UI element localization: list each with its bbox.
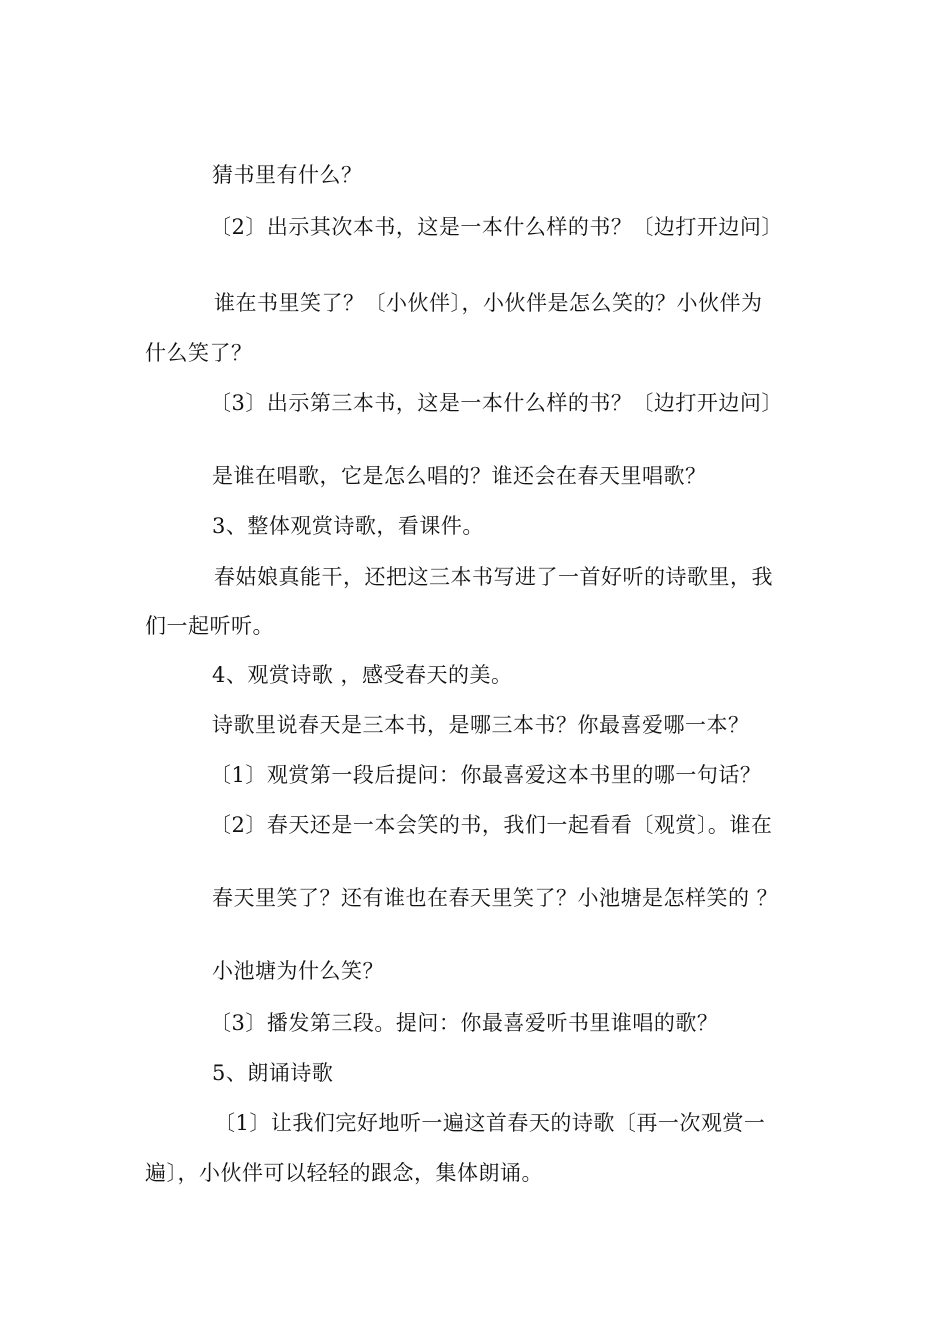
text-line: 5、朗诵诗歌 [212, 1061, 334, 1085]
text-line: 是谁在唱歌，它是怎么唱的？谁还会在春天里唱歌？ [212, 464, 707, 488]
text-line: 4、观赏诗歌 ，感受春天的美。 [212, 663, 513, 687]
text-line: 〔2〕春天还是一本会笑的书，我们一起看看〔观赏〕。谁在 [210, 813, 773, 837]
text-line: 春姑娘真能干，还把这三本书写进了一首好听的诗歌里，我 [214, 565, 773, 589]
text-line: 们一起听听。 [145, 614, 274, 638]
text-line: 〔1〕让我们完好地听一遍这首春天的诗歌〔再一次观赏一 [214, 1111, 766, 1135]
text-line: 3、整体观赏诗歌，看课件。 [212, 514, 484, 538]
text-line: 春天里笑了？还有谁也在春天里笑了？小池塘是怎样笑的 ？ [212, 886, 779, 910]
text-line: 猜书里有什么？ [212, 163, 363, 187]
text-line: 〔2〕出示其次本书，这是一本什么样的书？〔边打开边问〕 [210, 215, 783, 239]
text-line: 谁在书里笑了？〔小伙伴〕，小伙伴是怎么笑的？小伙伴为 [214, 291, 763, 315]
text-line: 〔3〕播发第三段。提问：你最喜爱听书里谁唱的歌？ [210, 1011, 719, 1035]
text-line: 遍〕，小伙伴可以轻轻的跟念，集体朗诵。 [145, 1161, 543, 1185]
text-line: 〔3〕出示第三本书，这是一本什么样的书？〔边打开边问〕 [210, 391, 783, 415]
text-line: 小池塘为什么笑？ [212, 959, 384, 983]
text-line: 诗歌里说春天是三本书，是哪三本书？你最喜爱哪一本？ [212, 713, 750, 737]
text-line: 什么笑了？ [145, 341, 253, 365]
text-line: 〔1〕观赏第一段后提问：你最喜爱这本书里的哪一句话？ [210, 763, 762, 787]
